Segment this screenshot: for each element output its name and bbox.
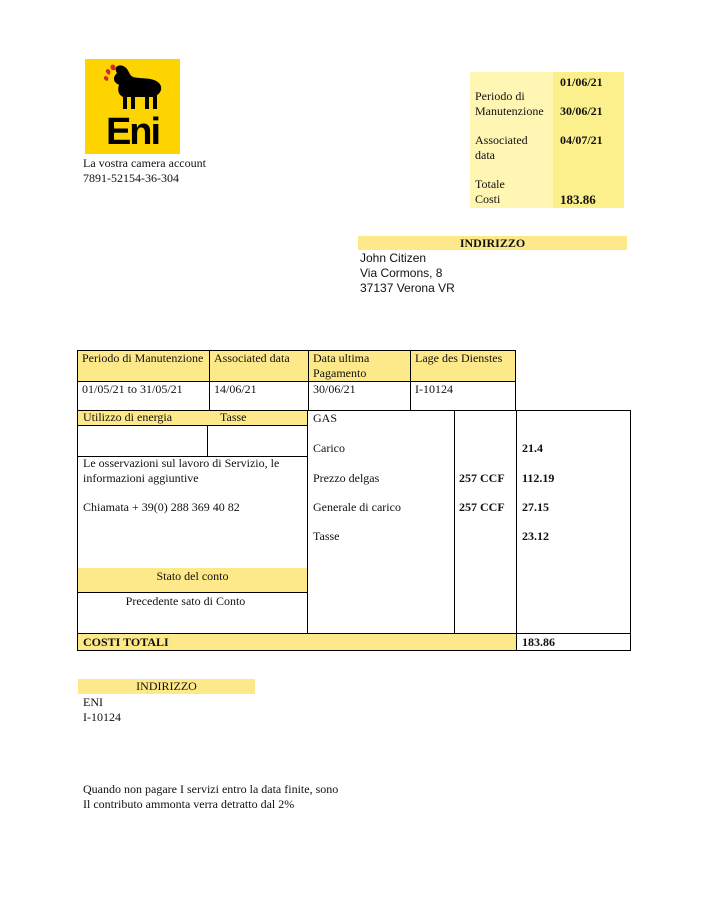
charge-qty: 257 CCF [459, 500, 505, 514]
info-table-header-row [78, 351, 516, 382]
charge-label: Prezzo delgas [313, 471, 380, 485]
contact-phone: Chiamata + 39(0) 288 369 40 82 [83, 500, 240, 514]
summary-associated-label: Associated data [475, 133, 528, 162]
info-table-value-row [78, 382, 516, 411]
six-legged-dog-icon [99, 63, 165, 111]
charges-divider-qty [454, 410, 455, 633]
info-value-service-location: I-10124 [411, 382, 516, 411]
charge-amount: 21.4 [522, 441, 543, 455]
energy-label: Utilizzo di energia [83, 410, 173, 424]
gas-label: GAS [313, 411, 338, 425]
charges-left-border [77, 410, 78, 651]
charge-qty: 257 CCF [459, 471, 505, 485]
charge-label: Tasse [313, 529, 340, 543]
address-name: John Citizen [360, 251, 427, 265]
info-table [77, 350, 516, 411]
charge-label: Generale di carico [313, 500, 401, 514]
payment-note-line2: Il contributo ammonta verra detratto dal 2% [83, 797, 295, 811]
charges-divider-amount [516, 410, 517, 651]
total-row-top-border [77, 633, 631, 634]
taxes-header-label: Tasse [220, 410, 247, 424]
total-costs-value: 183.86 [522, 635, 555, 649]
account-block [83, 156, 206, 186]
charge-amount: 23.12 [522, 529, 549, 543]
charge-label: Carico [313, 441, 345, 455]
charge-amount: 27.15 [522, 500, 549, 514]
info-value-period: 01/05/21 to 31/05/21 [78, 382, 210, 411]
eni-logo [85, 59, 180, 154]
remarks-text: Le osservazioni sul lavoro di Servizio, le informazioni aggiuntive [83, 456, 280, 485]
summary-period-end: 30/06/21 [560, 104, 603, 118]
info-value-last-payment: 30/06/21 [309, 382, 411, 411]
payment-note [83, 782, 338, 812]
charges-bottom-border [77, 650, 631, 651]
address-heading: INDIRIZZO [358, 236, 627, 250]
summary-total-value: 183.86 [560, 192, 596, 207]
charges-right-border [630, 410, 631, 651]
summary-period-start: 01/06/21 [560, 75, 603, 89]
info-header-period: Periodo di Manutenzione [78, 351, 210, 382]
energy-header-bottom [77, 425, 307, 426]
account-label: La vostra camera account [83, 156, 206, 170]
account-status-bottom [77, 592, 307, 593]
account-status-label: Stato del conto [156, 569, 229, 583]
total-costs-label: COSTI TOTALI [83, 635, 169, 649]
footer-address-line2: I-10124 [83, 710, 121, 724]
address-block [360, 251, 455, 296]
account-number: 7891-52154-36-304 [83, 171, 179, 185]
footer-address-line1: ENI [83, 695, 103, 709]
info-value-associated: 14/06/21 [210, 382, 309, 411]
charges-divider-left [307, 410, 308, 633]
payment-note-line1: Quando non pagare I servizi entro la data finite, sono [83, 782, 339, 796]
address-street: Via Cormons, 8 [360, 266, 443, 280]
previous-status-label: Precedente sato di Conto [125, 594, 246, 608]
energy-tax-divider [207, 425, 208, 456]
charge-amount: 112.19 [522, 471, 555, 485]
summary-total-label: Totale Costi [475, 177, 505, 206]
info-header-associated: Associated data [210, 351, 309, 382]
summary-associated-value: 04/07/21 [560, 133, 603, 147]
info-header-last-payment: Data ultima Pagamento [309, 351, 411, 382]
footer-address-heading: INDIRIZZO [78, 679, 255, 694]
info-header-service-location: Lage des Dienstes [411, 351, 516, 382]
eni-wordmark: Eni [105, 111, 160, 153]
footer-address-block [83, 695, 121, 725]
summary-period-label: Periodo di Manutenzione [475, 89, 544, 118]
address-city: 37137 Verona VR [360, 281, 455, 295]
